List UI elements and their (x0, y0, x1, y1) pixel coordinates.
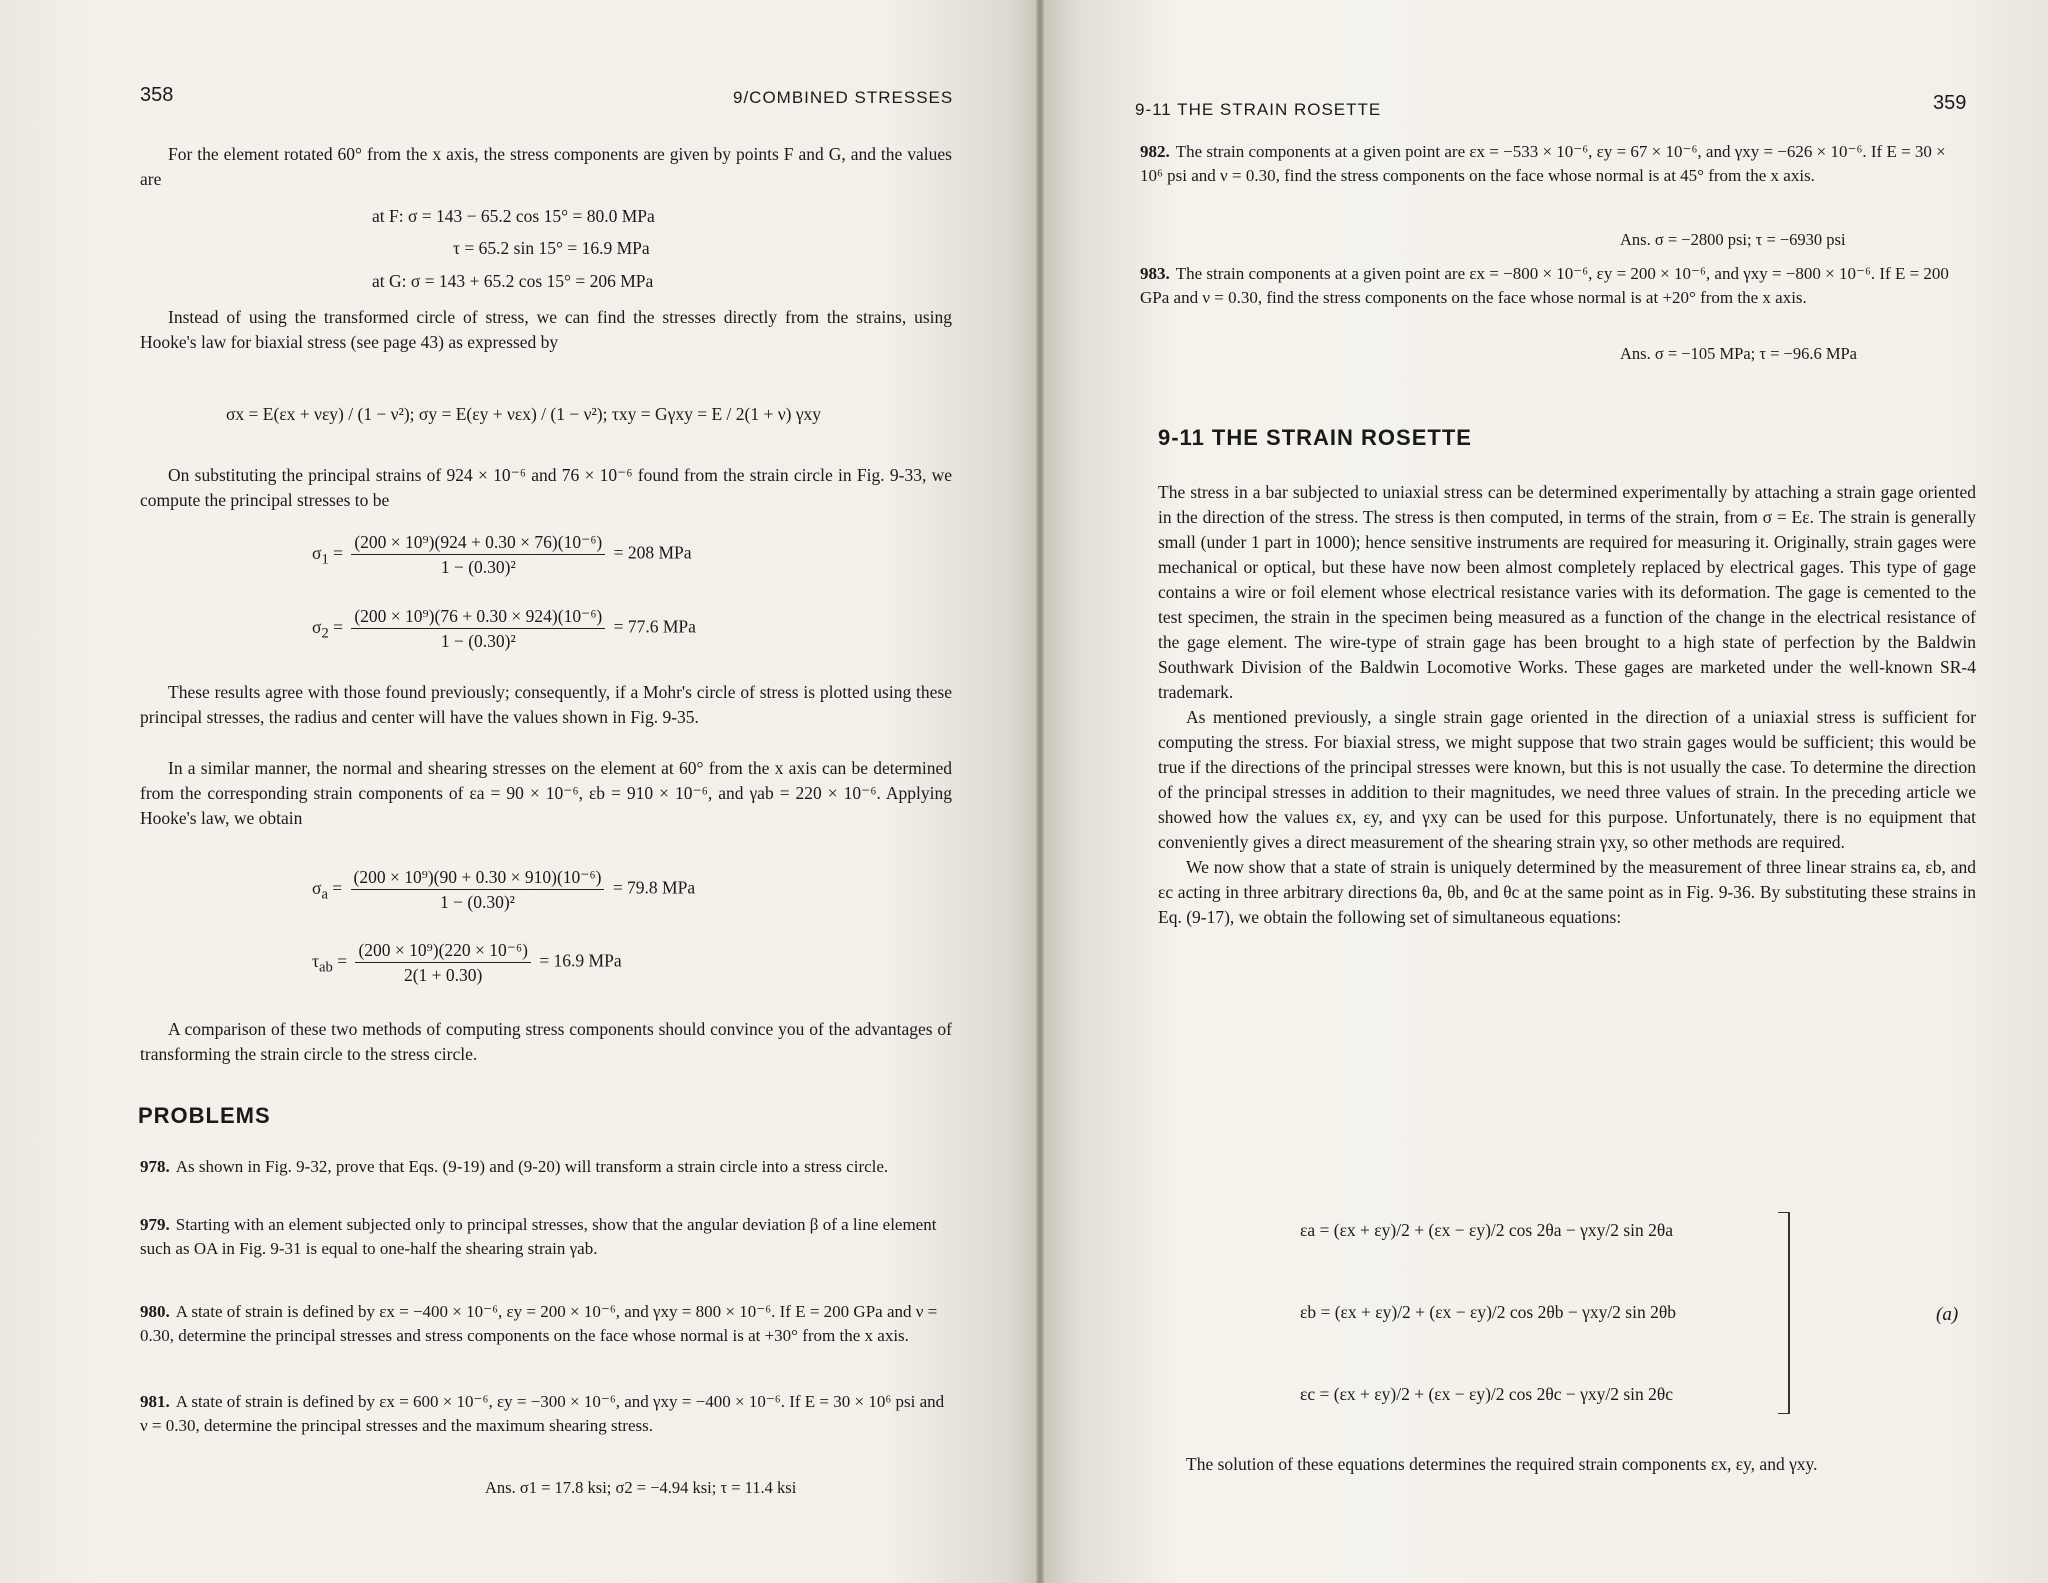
sigma-a-result: = 79.8 MPa (612, 877, 696, 898)
tau-ab-equation: $\tau_{ab}$ = $\frac{\text{(200 × 10⁹)(220 × 10⁻⁶)}}{2(1 + 0.30)}$ = 16.9 MPa (312, 940, 622, 985)
problem-text: A state of strain is defined by εx = −400 × 10⁻⁶, εy = 200 × 10⁻⁶, and γxy = 800 × 10⁻⁶. If E = 200 GPa and ν = 0.30, determine the principal stresses and stress components on the face whose normal is at +30° from the x axis. (140, 1302, 938, 1345)
equation-F-tau: τ = 65.2 sin 15° = 16.9 MPa (453, 238, 650, 258)
book-gutter (1036, 0, 1044, 1583)
problem-983 (1140, 262, 1968, 310)
paragraph-compare: A comparison of these two methods of computing stress components should convince you of the advantages of transforming the strain circle to the stress circle. (140, 1019, 952, 1064)
problem-number: 978. (140, 1157, 170, 1176)
problem-text: Starting with an element subjected only to principal stresses, show that the angular deviation β of a line element such as OA in Fig. 9-31 is equal to one-half the shearing strain γab. (140, 1215, 937, 1258)
paragraph-similar: In a similar manner, the normal and shearing stresses on the element at 60° from the x axis can be determined from the corresponding strain components of εa = 90 × 10⁻⁶, εb = 910 × 10⁻⁶, and γab = 220 × 10⁻⁶. Applying Hooke's law, we obtain (140, 758, 952, 828)
intro-paragraph: For the element rotated 60° from the x axis, the stress components are given by points F and G, and the values are (140, 144, 952, 189)
sigma-a-equation: $\sigma_a$ = $\frac{\text{(200 × 10⁹)(90 + 0.30 × 910)(10⁻⁶)}}{\text{1 − (0.30)²}}$ = 79.8 MPa (312, 867, 696, 912)
sigma-a-numerator: (200 × 10⁹)(90 + 0.30 × 910)(10⁻⁶) (351, 865, 605, 890)
sigma2-numerator: (200 × 10⁹)(76 + 0.30 × 924)(10⁻⁶) (351, 604, 605, 629)
page-number-left: 358 (140, 84, 174, 106)
sigma1-equation: $\sigma_1$ = $\frac{\text{(200 × 10⁹)(924 + 0.30 × 76)(10⁻⁶)}}{\text{1 − (0.30)²}}$ = 208 MPa (312, 532, 692, 577)
paragraph-results: These results agree with those found previously; consequently, if a Mohr's circle of stress is plotted using these principal stresses, the radius and center will have the values shown in Fig. 9-35. (140, 682, 952, 727)
paragraph-mentioned: As mentioned previously, a single strain gage oriented in the direction of a uniaxial stress is sufficient for computing the stress. For biaxial stress, we might suppose that two strain gages would be sufficient; this would be true if the directions of the principal stresses were known, but this is not usually the case. To determine the direction of the principal stresses in addition to their magnitudes, we need three values of strain. In the preceding article we showed how the values εx, εy, and γxy can be used for this purpose. Unfortunately, there is no equipment that conveniently gives a direct measurement of the shearing strain γxy, so other methods are required. (1158, 707, 1976, 852)
sigma2-denominator: 1 − (0.30)² (440, 631, 516, 651)
problem-text: The strain components at a given point are εx = −533 × 10⁻⁶, εy = 67 × 10⁻⁶, and γxy = −626 × 10⁻⁶. If E = 30 × 10⁶ psi and ν = 0.30, find the stress components on the face whose normal is at 45° from the x axis. (1140, 142, 1946, 185)
hookes-law-equations: σx = E(εx + νεy) / (1 − ν²); σy = E(εy + νεx) / (1 − ν²); τxy = Gγxy = E / 2(1 + ν) γxy (226, 404, 822, 424)
section-body (1158, 480, 1976, 930)
tau-ab-denominator: 2(1 + 0.30) (403, 965, 483, 985)
problem-982 (1140, 140, 1968, 188)
problem-980 (140, 1300, 952, 1348)
running-head-left: 9/COMBINED STRESSES (733, 88, 954, 107)
paragraph-strain-gage: The stress in a bar subjected to uniaxial stress can be determined experimentally by attaching a strain gage oriented in the direction of the stress. The stress is then computed, in terms of the strain, from σ = Eε. The strain is generally small (under 1 part in 1000); hence sensitive instruments are required for measuring it. Originally, strain gages were mechanical or optical, but these have now been almost completely replaced by electrical gages. This type of gage contains a wire or foil element whose electrical resistance varies with its deformation. The gage is cemented to the test specimen, the strain in the specimen being measured as a function of the change in the electrical resistance of the gage element. The wire-type of strain gage has been brought to a high state of perfection by the Baldwin Southwark Division of the Baldwin Locomotive Works. These gages are marketed under the well-known SR-4 trademark. (1158, 482, 1976, 702)
sigma-a-denominator: 1 − (0.30)² (440, 892, 515, 912)
paragraph-substituting: On substituting the principal strains of 924 × 10⁻⁶ and 76 × 10⁻⁶ found from the strain circle in Fig. 9-33, we compute the principal stresses to be (140, 465, 952, 510)
answer-982: Ans. σ = −2800 psi; τ = −6930 psi (1620, 230, 1846, 249)
equation-epsilon-c: εc = (εx + εy)/2 + (εx − εy)/2 cos 2θc − γxy/2 sin 2θc (1300, 1384, 1674, 1404)
problem-text: As shown in Fig. 9-32, prove that Eqs. (9-19) and (9-20) will transform a strain circle into a stress circle. (175, 1157, 889, 1176)
equation-epsilon-a: εa = (εx + εy)/2 + (εx − εy)/2 cos 2θa − γxy/2 sin 2θa (1300, 1220, 1674, 1240)
problem-978 (140, 1155, 952, 1179)
tau-ab-result: = 16.9 MPa (539, 950, 622, 971)
sigma1-result: = 208 MPa (613, 542, 692, 563)
problem-number: 982. (1140, 142, 1170, 161)
problem-number: 983. (1140, 264, 1170, 283)
sigma1-denominator: 1 − (0.30)² (440, 557, 516, 577)
sigma2-result: = 77.6 MPa (613, 616, 696, 637)
problem-text: The strain components at a given point are εx = −800 × 10⁻⁶, εy = 200 × 10⁻⁶, and γxy = −800 × 10⁻⁶. If E = 200 GPa and ν = 0.30, find the stress components on the face whose normal is at +20° from the x axis. (1140, 264, 1949, 307)
problems-heading: PROBLEMS (138, 1103, 271, 1128)
section-heading-strain-rosette: 9-11 THE STRAIN ROSETTE (1158, 425, 1472, 450)
equation-tag: (a) (1936, 1304, 1959, 1325)
paragraph-solution: The solution of these equations determines the required strain components εx, εy, and γxy. (1186, 1454, 1818, 1474)
answer-983: Ans. σ = −105 MPa; τ = −96.6 MPa (1620, 344, 1858, 363)
problem-981 (140, 1390, 952, 1438)
tau-ab-numerator: (200 × 10⁹)(220 × 10⁻⁶) (355, 938, 531, 963)
problem-number: 979. (140, 1215, 170, 1234)
answer-981: Ans. σ1 = 17.8 ksi; σ2 = −4.94 ksi; τ = 11.4 ksi (485, 1478, 797, 1497)
problem-979 (140, 1213, 952, 1261)
equation-epsilon-b: εb = (εx + εy)/2 + (εx − εy)/2 cos 2θb − γxy/2 sin 2θb (1300, 1302, 1676, 1322)
problem-number: 981. (140, 1392, 170, 1411)
problem-number: 980. (140, 1302, 170, 1321)
equation-G-sigma: at G: σ = 143 + 65.2 cos 15° = 206 MPa (372, 271, 654, 291)
equation-brace (1778, 1212, 1790, 1414)
problem-text: A state of strain is defined by εx = 600 × 10⁻⁶, εy = −300 × 10⁻⁶, and γxy = −400 × 10⁻⁶. If E = 30 × 10⁶ psi and ν = 0.30, determine the principal stresses and the maximum shearing stress. (140, 1392, 945, 1435)
equation-F-sigma: at F: σ = 143 − 65.2 cos 15° = 80.0 MPa (372, 206, 655, 226)
running-head-right: 9-11 THE STRAIN ROSETTE (1135, 100, 1382, 119)
paragraph-instead: Instead of using the transformed circle of stress, we can find the stresses directly from the strains, using Hooke's law for biaxial stress (see page 43) as expressed by (140, 307, 952, 352)
paragraph-unique-state: We now show that a state of strain is uniquely determined by the measurement of three linear strains εa, εb, and εc acting in three arbitrary directions θa, θb, and θc at the same point as in Fig. 9-36. By substituting these strains in Eq. (9-17), we obtain the following set of simultaneous equations: (1158, 857, 1976, 927)
sigma1-numerator: (200 × 10⁹)(924 + 0.30 × 76)(10⁻⁶) (351, 530, 605, 555)
page-number-right: 359 (1933, 92, 1967, 114)
sigma2-equation: $\sigma_2$ = $\frac{\text{(200 × 10⁹)(76 + 0.30 × 924)(10⁻⁶)}}{\text{1 − (0.30)²}}$ = 77.6 MPa (312, 606, 696, 651)
